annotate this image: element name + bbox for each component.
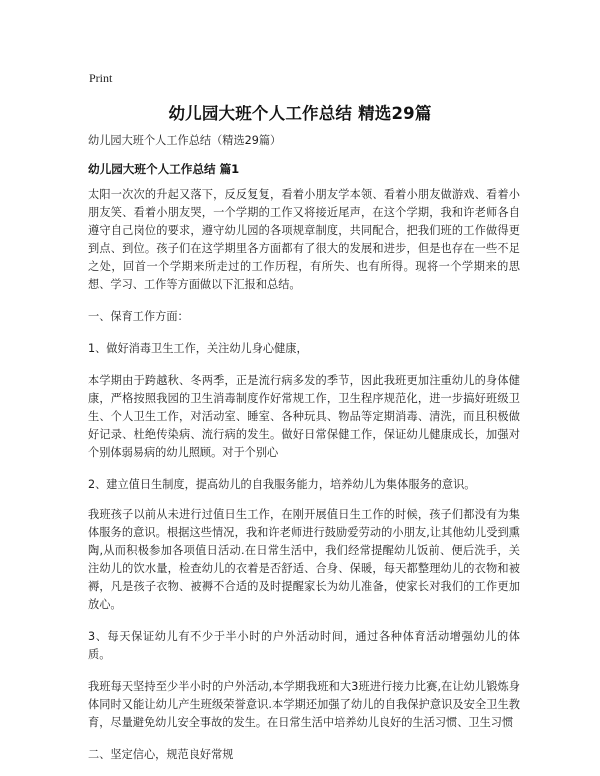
item-3-title: 3、每天保证幼儿有不少于半小时的户外活动时间，通过各种体育活动增强幼儿的体质。 bbox=[88, 630, 520, 661]
section-1-title: 一、保育工作方面： bbox=[88, 310, 189, 323]
section-2-title: 二、坚定信心，规范良好常规 bbox=[88, 748, 234, 761]
item-3-body: 我班每天坚持至少半小时的户外活动,本学期我班和大3班进行接力比赛,在让幼儿锻炼身体同时又能让幼儿产生班级荣誉意识.本学期还加强了幼儿的自我保护意识及安全卫生教育，尽量避免幼儿安全事故的发生。在日常生活中培养幼儿良好的生活习惯、卫生习惯 bbox=[88, 680, 520, 729]
item-2-body: 我班孩子以前从未进行过值日生工作，在刚开展值日生工作的时候，孩子们都没有为集体服务的意识。根据这些情况，我和许老师进行鼓励爱劳动的小朋友,让其他幼儿受到熏陶,从而积极参加各项值日活动.在日常生活中，我们经常提醒幼儿饭前、便后洗手，关注幼儿的饮水量，检查幼儿的衣着是否舒适、合身、保暖，每天都整理幼儿的衣物和被褥，凡是孩子衣物、被褥不合适的及时提醒家长为幼儿准备，使家长对我们的工作更加放心。 bbox=[88, 508, 520, 611]
intro-paragraph: 太阳一次次的升起又落下，反反复复，看着小朋友学本领、看着小朋友做游戏、看着小朋友笑、看着小朋友哭，一个学期的工作又将接近尾声，在这个学期，我和许老师各自遵守自己岗位的要求，遵守幼儿园的各项规章制度，共同配合，把我们班的工作做得更到点、到位。孩子们在这学期里各方面都有了很大的发展和进步，但是也存在一些不足之处，回首一个学期来所走过的工作历程，有所失、也有所得。现将一个学期来的思想、学习、工作等方面做以下汇报和总结。 bbox=[88, 188, 520, 291]
print-label: Print bbox=[89, 71, 113, 85]
document-subtitle: 幼儿园大班个人工作总结（精选29篇） bbox=[88, 134, 282, 147]
document-body bbox=[88, 132, 520, 764]
item-1-title: 1、做好消毒卫生工作，关注幼儿身心健康， bbox=[88, 342, 308, 355]
item-1-body: 本学期由于跨越秋、冬两季，正是流行病多发的季节，因此我班更加注重幼儿的身体健康，严格按照我园的卫生消毒制度作好常规工作，卫生程序规范化，进一步搞好班级卫生、个人卫生工作，对活动室、睡室、各种玩具、物品等定期消毒、清洗，而且积极做好记录、杜绝传染病、流行病的发生。做好日常保健工作，保证幼儿健康成长，加强对个别体弱易病的幼儿照顾。对于个别心 bbox=[88, 374, 520, 459]
article-heading: 幼儿园大班个人工作总结 篇1 bbox=[88, 162, 240, 176]
page-title: 幼儿园大班个人工作总结 精选29篇 bbox=[168, 104, 432, 123]
item-2-title: 2、建立值日生制度，提高幼儿的自我服务能力，培养幼儿为集体服务的意识。 bbox=[88, 478, 476, 491]
